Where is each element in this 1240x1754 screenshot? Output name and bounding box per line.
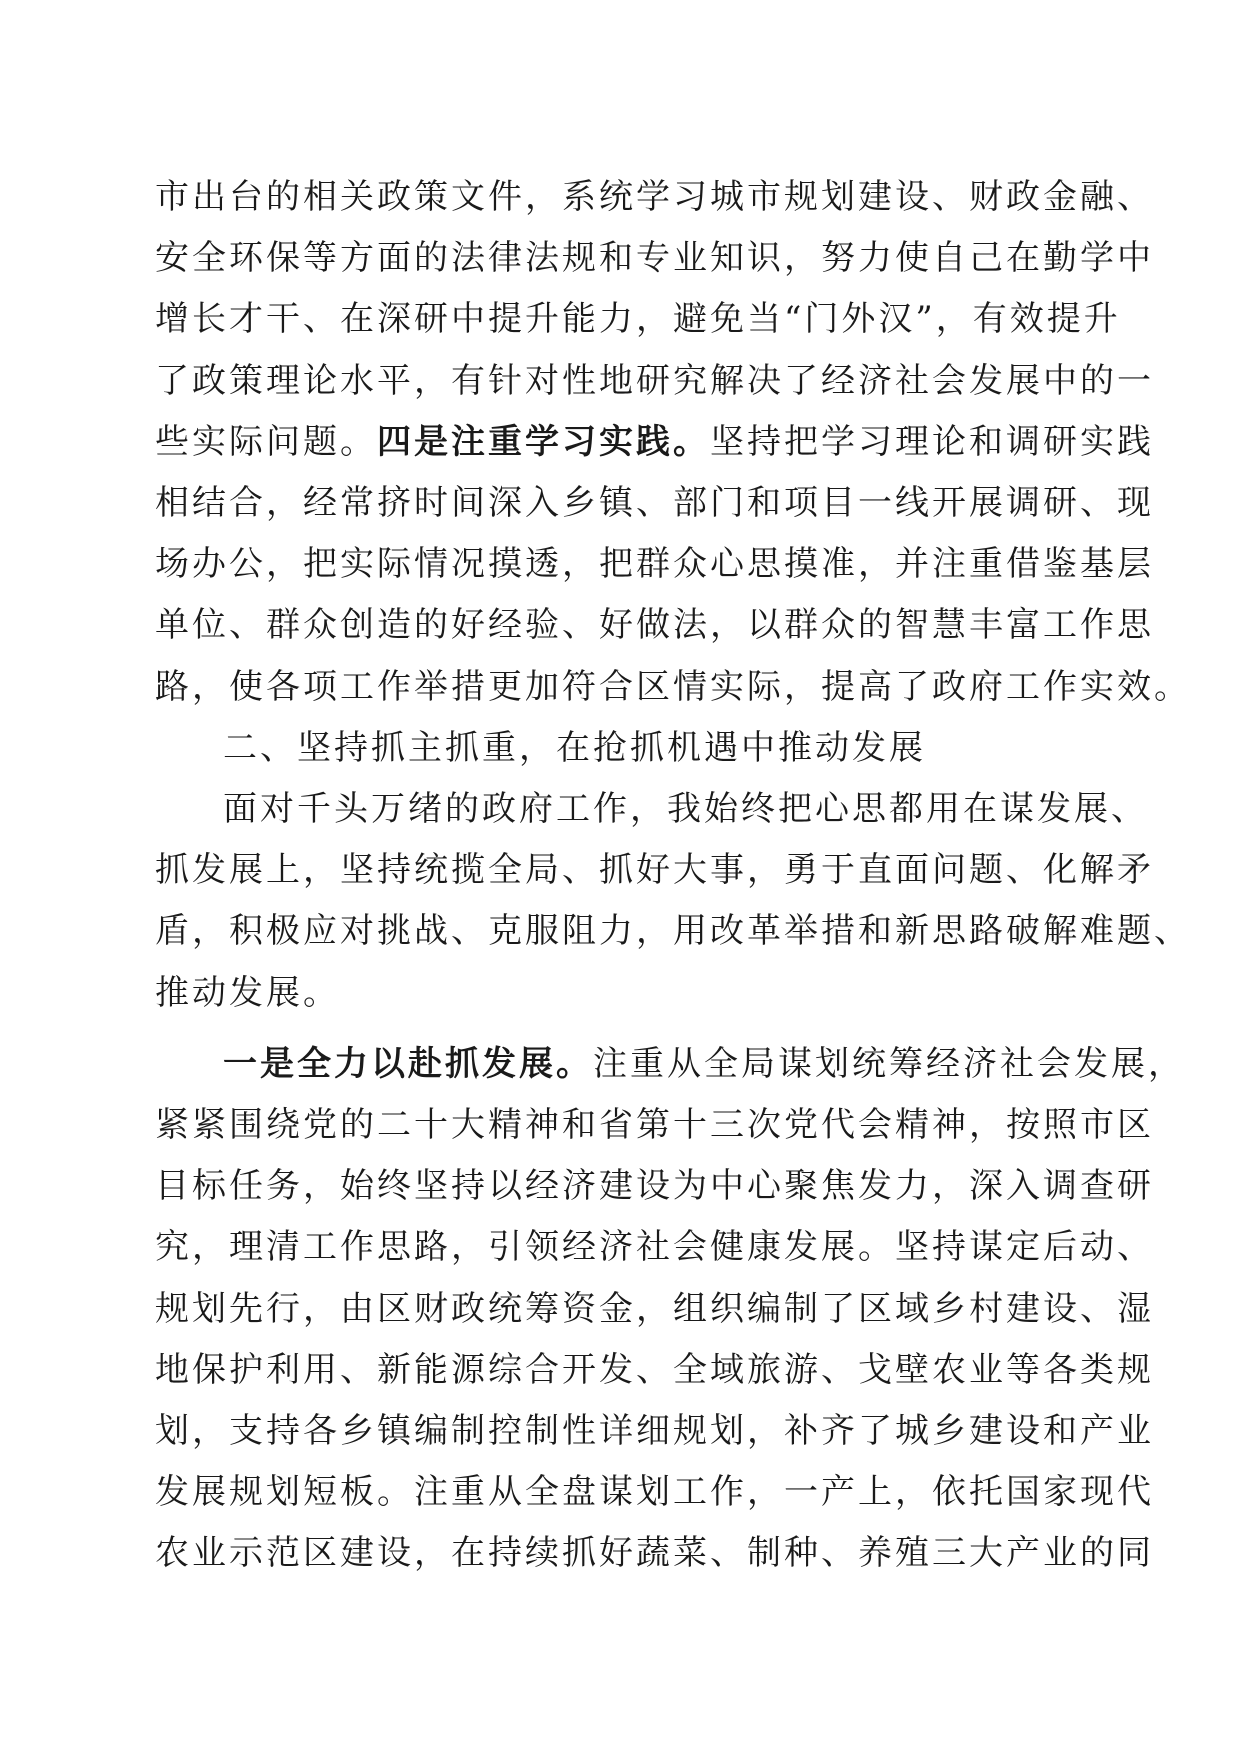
document-body <box>155 167 1191 1585</box>
paragraph <box>155 1034 1185 1585</box>
text-line: 盾，积极应对挑战、克服阻力，用改革举措和新思路破解难题、 <box>155 911 1191 952</box>
text-line: 市出台的相关政策文件，系统学习城市规划建设、财政金融、 <box>155 177 1154 217</box>
text-line: 单位、群众创造的好经验、好做法，以群众的智慧丰富工作思 <box>155 605 1154 646</box>
text-line: 场办公，把实际情况摸透，把群众心思摸准，并注重借鉴基层 <box>155 544 1154 585</box>
text-segment: 坚持把学习理论和调研实践 <box>710 421 1154 462</box>
text-line: 路，使各项工作举措更加符合区情实际，提高了政府工作实效。 <box>155 666 1191 707</box>
text-segment: 注重从全局谋划统筹经济社会发展， <box>593 1043 1185 1084</box>
paragraph <box>155 779 1191 1024</box>
text-line: 地保护利用、新能源综合开发、全域旅游、戈壁农业等各类规 <box>155 1349 1154 1390</box>
text-line: 规划先行，由区财政统筹资金，组织编制了区域乡村建设、湿 <box>155 1288 1154 1329</box>
heading-text: 二、坚持抓主抓重，在抢抓机遇中推动发展 <box>223 727 926 768</box>
text-line: 推动发展。 <box>155 972 340 1013</box>
text-segment: 些实际问题。 <box>155 421 377 462</box>
section-heading <box>155 718 1085 779</box>
text-line: 紧紧围绕党的二十大精神和省第十三次党代会精神，按照市区 <box>155 1105 1154 1146</box>
text-line: 划，支持各乡镇编制控制性详细规划，补齐了城乡建设和产业 <box>155 1411 1154 1452</box>
text-line: 增长才干、在深研中提升能力，避免当“门外汉”，有效提升 <box>155 299 1121 340</box>
text-line: 目标任务，始终坚持以经济建设为中心聚焦发力，深入调查研 <box>155 1166 1154 1207</box>
paragraph-continuation <box>155 167 1191 718</box>
text-line <box>155 412 1154 473</box>
text-line: 安全环保等方面的法律法规和专业知识，努力使自己在勤学中 <box>155 238 1154 279</box>
text-line: 了政策理论水平，有针对性地研究解决了经济社会发展中的一 <box>155 360 1154 401</box>
bold-lead-in: 四是注重学习实践。 <box>377 421 710 462</box>
text-line: 发展规划短板。注重从全盘谋划工作，一产上，依托国家现代 <box>155 1472 1154 1513</box>
text-line: 抓发展上，坚持统揽全局、抓好大事，勇于直面问题、化解矛 <box>155 850 1154 891</box>
bold-lead-in: 一是全力以赴抓发展。 <box>223 1043 593 1084</box>
text-line: 农业示范区建设，在持续抓好蔬菜、制种、养殖三大产业的同 <box>155 1533 1154 1574</box>
text-line <box>155 1034 1185 1095</box>
text-line: 究，理清工作思路，引领经济社会健康发展。坚持谋定后动、 <box>155 1227 1154 1268</box>
text-line: 相结合，经常挤时间深入乡镇、部门和项目一线开展调研、现 <box>155 483 1154 524</box>
text-line: 面对千头万绪的政府工作，我始终把心思都用在谋发展、 <box>223 789 1148 830</box>
